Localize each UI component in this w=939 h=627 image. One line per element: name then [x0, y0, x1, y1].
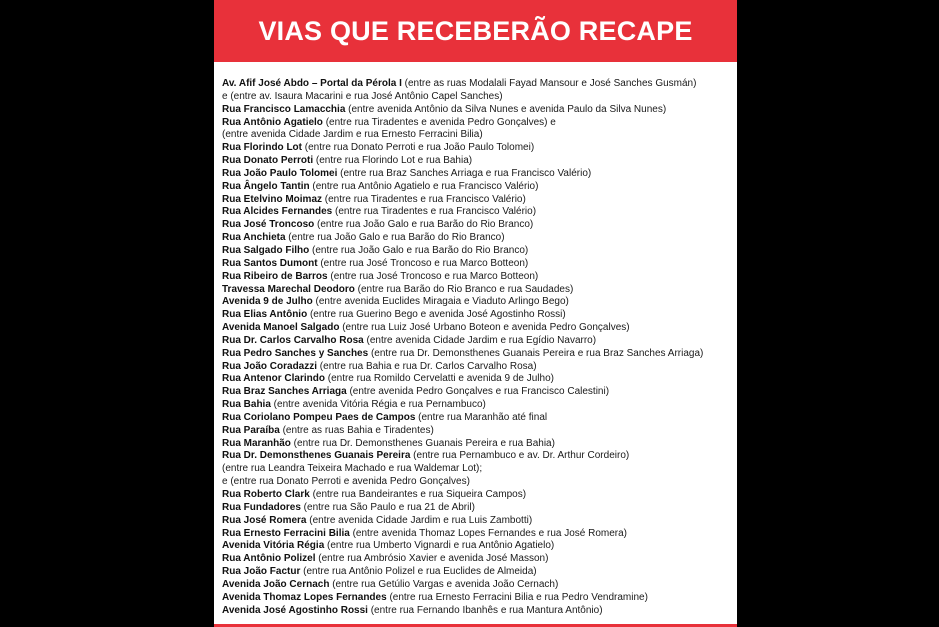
road-segment: (entre rua Tiradentes e avenida Pedro Gonçalves) e [322, 116, 556, 128]
road-segment: (entre rua São Paulo e rua 21 de Abril) [300, 501, 475, 513]
road-segment: (entre avenida Thomaz Lopes Fernandes e rua José Romera) [349, 527, 628, 539]
road-name: Avenida José Agostinho Rossi [222, 604, 368, 616]
road-segment: (entre as ruas Modalali Fayad Mansour e José Sanches Gusmán) [401, 78, 697, 89]
list-item [222, 502, 734, 515]
list-item [222, 463, 734, 476]
road-name: Avenida Thomaz Lopes Fernandes [222, 591, 387, 603]
road-segment: (entre rua Maranhão até final [415, 411, 548, 423]
road-segment: (entre rua Dr. Demonsthenes Guanais Pereira e rua Braz Sanches Arriaga) [368, 347, 704, 359]
list-item [222, 91, 734, 104]
road-name: Travessa Marechal Deodoro [222, 283, 355, 295]
list-item [222, 386, 734, 399]
road-segment: (entre rua Braz Sanches Arriaga e rua Francisco Valério) [337, 167, 592, 179]
road-name: Avenida Manoel Salgado [222, 322, 340, 334]
road-segment: (entre avenida Antônio da Silva Nunes e avenida Paulo da Silva Nunes) [345, 103, 667, 115]
road-name: Rua Dr. Carlos Carvalho Rosa [222, 334, 364, 346]
road-name: Rua Coriolano Pompeu Paes de Campos [222, 411, 416, 423]
road-segment: (entre rua Bandeirantes e rua Siqueira Campos) [309, 489, 527, 500]
road-segment: (entre rua Dr. Demonsthenes Guanais Pereira e rua Bahia) [290, 437, 555, 449]
list-item [222, 528, 734, 541]
list-item [222, 309, 734, 322]
road-name: Rua Florindo Lot [222, 142, 302, 154]
road-segment: (entre rua Ernesto Ferracini Bilia e rua Pedro Vendramine) [386, 591, 648, 603]
list-item [222, 515, 734, 528]
road-segment: (entre avenida Cidade Jardim e rua Luis Zambotti) [306, 514, 533, 526]
road-name: Rua Antônio Agatielo [222, 116, 323, 128]
road-name: Rua Alcides Fernandes [222, 206, 333, 218]
road-segment: (entre avenida Cidade Jardim e rua Egídio Navarro) [363, 334, 597, 346]
list-item [222, 489, 734, 502]
list-item [222, 361, 734, 374]
list-item [222, 155, 734, 168]
road-segment: (entre rua Leandra Teixeira Machado e rua Waldemar Lot); [222, 463, 483, 475]
road-segment: (entre rua Romildo Cervelatti e avenida 9 de Julho) [324, 373, 554, 385]
road-name: Rua João Paulo Tolomei [222, 167, 338, 179]
road-name: Rua Paraíba [222, 424, 280, 436]
road-name: Rua Maranhão [222, 437, 291, 449]
road-name: Avenida Vitória Régia [222, 540, 325, 552]
road-segment: (entre avenida Cidade Jardim e rua Ernesto Ferracini Bilia) [222, 129, 483, 141]
road-name: Rua Ângelo Tantin [222, 180, 310, 192]
list-item [222, 373, 734, 386]
road-segment: (entre rua Umberto Vignardi e rua Antônio Agatielo) [324, 540, 555, 552]
road-segment: (entre rua Fernando Ibanhês e rua Mantura Antônio) [367, 604, 603, 616]
list-item [222, 425, 734, 438]
list-item [222, 412, 734, 425]
list-item [222, 322, 734, 335]
road-name: Av. Afif José Abdo – Portal da Pérola I [222, 78, 402, 89]
road-segment: (entre rua Antônio Agatielo e rua Francisco Valério) [309, 180, 539, 192]
road-name: Avenida João Cernach [222, 578, 330, 590]
list-item [222, 232, 734, 245]
road-segment: (entre rua Bahia e rua Dr. Carlos Carvalho Rosa) [317, 360, 537, 372]
road-name: Rua João Factur [222, 566, 301, 578]
list-item [222, 129, 734, 142]
list-item [222, 450, 734, 463]
road-segment: (entre as ruas Bahia e Tiradentes) [279, 424, 434, 436]
list-item [222, 258, 734, 271]
list-item [222, 104, 734, 117]
road-segment: (entre rua Pernambuco e av. Dr. Arthur Cordeiro) [410, 450, 630, 462]
road-segment: (entre avenida Pedro Gonçalves e rua Francisco Calestini) [346, 386, 610, 398]
road-segment: (entre rua Florindo Lot e rua Bahia) [313, 155, 473, 167]
road-segment: (entre rua João Galo e rua Barão do Rio Branco) [314, 219, 534, 231]
road-segment: (entre rua Ambrósio Xavier e avenida José Masson) [315, 553, 549, 565]
list-item [222, 592, 734, 605]
list-item [222, 271, 734, 284]
list-item [222, 553, 734, 566]
road-segment: (entre rua João Galo e rua Barão do Rio Branco) [285, 232, 505, 244]
road-name: Rua Elias Antônio [222, 309, 308, 321]
road-segment: (entre rua Getúlio Vargas e avenida João Cernach) [329, 578, 559, 590]
road-name: Rua José Romera [222, 514, 307, 526]
road-segment: (entre rua Antônio Polizel e rua Euclides de Almeida) [300, 566, 537, 578]
list-item [222, 117, 734, 130]
road-name: Rua Ernesto Ferracini Bilia [222, 527, 350, 539]
list-item [222, 476, 734, 489]
road-name: Rua Braz Sanches Arriaga [222, 386, 347, 398]
road-name: Rua Bahia [222, 399, 271, 411]
list-item [222, 438, 734, 451]
road-name: Rua Ribeiro de Barros [222, 270, 328, 282]
list-item [222, 566, 734, 579]
road-segment: (entre rua Tiradentes e rua Francisco Valério) [332, 206, 537, 218]
poster [214, 0, 737, 627]
road-segment: (entre rua José Troncoso e rua Marco Botteon) [317, 257, 529, 269]
road-name: Rua Anchieta [222, 232, 286, 244]
list-item [222, 399, 734, 412]
list-item [222, 335, 734, 348]
road-name: Rua João Coradazzi [222, 360, 318, 372]
road-segment: (entre avenida Euclides Miragaia e Viaduto Arlingo Bego) [312, 296, 569, 308]
road-segment: (entre rua Luiz José Urbano Boteon e avenida Pedro Gonçalves) [339, 322, 630, 334]
list-item [222, 348, 734, 361]
list-item [222, 540, 734, 553]
list-item [222, 605, 734, 618]
road-segment: (entre rua Donato Perroti e rua João Paulo Tolomei) [302, 142, 535, 154]
road-name: Rua Dr. Demonsthenes Guanais Pereira [222, 450, 411, 462]
title-banner [214, 0, 737, 62]
road-name: Rua José Troncoso [222, 219, 315, 231]
road-name: Rua Antônio Polizel [222, 553, 316, 565]
list-item [222, 78, 734, 91]
list-item [222, 245, 734, 258]
list-item [222, 296, 734, 309]
list-item [222, 579, 734, 592]
road-segment: (entre avenida Vitória Régia e rua Pernambuco) [270, 399, 486, 411]
list-item [222, 219, 734, 232]
road-segment: e (entre rua Donato Perroti e avenida Pedro Gonçalves) [222, 476, 470, 488]
road-segment: (entre rua João Galo e rua Barão do Rio Branco) [309, 244, 529, 256]
road-segment: (entre rua Barão do Rio Branco e rua Saudades) [354, 283, 574, 295]
road-list [222, 78, 734, 617]
list-item [222, 142, 734, 155]
list-item [222, 284, 734, 297]
road-name: Rua Pedro Sanches y Sanches [222, 347, 369, 359]
list-item [222, 194, 734, 207]
page-title: VIAS QUE RECEBERÃO RECAPE [258, 15, 693, 46]
road-name: Rua Santos Dumont [222, 257, 318, 269]
road-name: Rua Fundadores [222, 501, 301, 513]
road-segment: (entre rua José Troncoso e rua Marco Botteon) [327, 270, 539, 282]
list-item [222, 206, 734, 219]
road-name: Rua Salgado Filho [222, 244, 310, 256]
road-segment: e (entre av. Isaura Macarini e rua José Antônio Capel Sanches) [222, 90, 503, 102]
road-name: Rua Roberto Clark [222, 489, 310, 500]
list-item [222, 168, 734, 181]
road-segment: (entre rua Tiradentes e rua Francisco Valério) [322, 193, 526, 205]
road-segment: (entre rua Guerino Bego e avenida José Agostinho Rossi) [307, 309, 566, 321]
road-name: Rua Francisco Lamacchia [222, 103, 346, 115]
road-name: Rua Antenor Clarindo [222, 373, 325, 385]
road-name: Rua Etelvino Moimaz [222, 193, 323, 205]
road-name: Avenida 9 de Julho [222, 296, 313, 308]
list-item [222, 181, 734, 194]
road-name: Rua Donato Perroti [222, 155, 314, 167]
